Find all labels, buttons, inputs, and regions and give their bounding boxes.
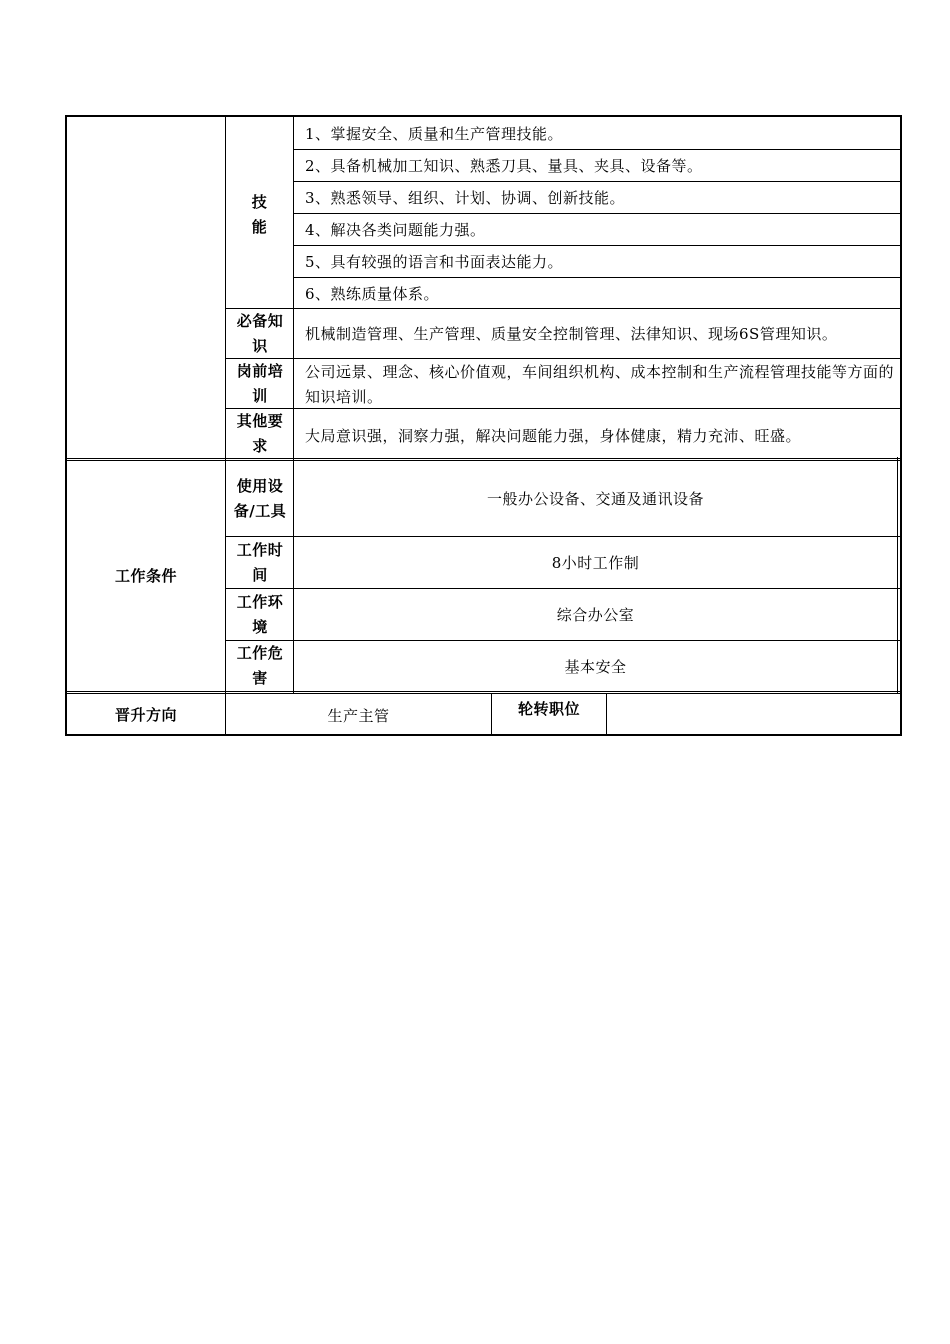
work-hours-value: 8小时工作制 [551,554,640,572]
skill-item-3: 3、熟悉领导、组织、计划、协调、创新技能。 [305,189,626,207]
work-conditions-label: 工作条件 [114,566,177,585]
training-label: 岗前培训 [236,361,284,405]
other-requirements-value: 大局意识强，洞察力强，解决问题能力强，身体健康，精力充沛、旺盛。 [305,427,802,445]
knowledge-label: 必备知识 [236,311,284,355]
skills-label-line1: 技 [251,192,268,211]
divider [293,149,900,150]
skills-label-line2: 能 [251,217,268,236]
skill-item-5: 5、具有较强的语言和书面表达能力。 [305,253,564,271]
work-environment-value: 综合办公室 [556,606,635,624]
promotion-label: 晋升方向 [114,705,177,724]
skills-label [226,187,293,242]
other-requirements-label: 其他要求 [236,411,284,455]
skill-item-6: 6、熟练质量体系。 [305,285,440,303]
work-environment-label: 工作环境 [236,592,284,636]
divider [225,308,900,309]
work-hazard-value: 基本安全 [564,657,627,676]
work-hours-label: 工作时间 [236,540,284,584]
skill-item-2: 2、具备机械加工知识、熟悉刀具、量具、夹具、设备等。 [305,157,703,175]
equipment-label: 使用设备/工具 [233,476,287,520]
rotation-value [607,694,900,736]
divider [293,277,900,278]
promotion-value: 生产主管 [327,706,390,725]
skill-item-1: 1、掌握安全、质量和生产管理技能。 [305,125,564,143]
skill-item-4: 4、解决各类问题能力强。 [305,221,486,239]
rotation-label: 轮转职位 [517,699,580,718]
divider [293,245,900,246]
equipment-value: 一般办公设备、交通及通讯设备 [486,490,704,508]
divider [897,457,898,693]
knowledge-value: 机械制造管理、生产管理、质量安全控制管理、法律知识、现场6S管理知识。 [305,325,838,343]
work-hazard-label: 工作危害 [236,644,284,687]
divider [293,181,900,182]
job-description-table [65,115,902,736]
training-value: 公司远景、理念、核心价值观，车间组织机构、成本控制和生产流程管理技能等方面的知识培训。 [305,363,895,406]
divider [293,213,900,214]
divider [225,358,900,359]
